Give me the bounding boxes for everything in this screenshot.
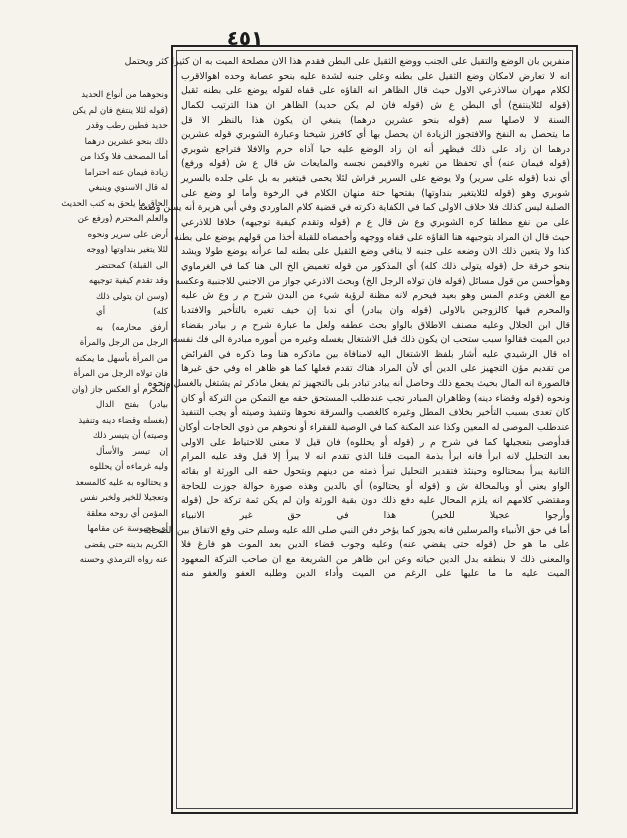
matn-line: زيادة فيمان عنه احتراما [84,167,168,178]
commentary-line: أما في حق الأنبياء والمرسلين فانه يجوز كما يؤخر دفن النبي صلى الله عليه وسلم حتى وقع الاتفاق بين الصحابة [143,524,570,536]
commentary-line: والمعنى ذلك لا بنطقه بدل الدين حياته وعن ابن ظاهر من الشريعة مع ان صاحب التركة المعهود [181,553,570,565]
matn-line: الرجل من الرجل والمرأة [79,338,168,348]
matn-line: الى القبلة) كمحتضر [96,260,168,271]
commentary-line: (قوله فيمان عنه) أي تحفظا من تغيره والافيمن نجسه والمايعات ش قال ع ش (قوله ورفع) [181,158,570,170]
commentary-line: من تقديم مؤن التجهيز على الدين أي لأن المراد هناك تقدم فعلها كما هو ظاهر اه وفي حق غيرها [181,363,570,375]
matn-line: لئلا يتغير بنداوتها (ووجه [86,245,168,255]
matn-line: حديد فطين رطب وقدر [86,121,168,131]
commentary-line: ما يتحصل به النفخ والافتجوز الزيادة ان يحصل بها أي كافرز شيخنا وعبارة الشوبري قوله عشرين [181,129,570,141]
matn-line: بيادر) بفتح الدال [96,400,168,410]
matn-line: و يحتالوه به عليه كالمسعد [75,477,168,488]
matn-line: وتعجيلا للخير ولخبر نفس [80,493,168,503]
matn-line: كله) أي [96,307,168,317]
matn-line: الحاق ما يلحق به كتب الحديث [61,198,168,209]
commentary-line: والمحرم فيها كالزوجين بالاولى (قوله وان يبادر) أي ندبا إن خيف تغيره بالتأخير والافتدبا [181,304,570,316]
commentary-line: كان تعدى بسبب التأخير بخلاف المطل وغيره كالغصب والسرقة نحوها وتنفيذ وصيته أو يجب التنفيذ [181,407,570,419]
commentary-line: حيث قال ان المراد بتوجيهه هنا القاؤه على قفاه ووجهه وأخمصاه للقبلة أخذا من قولهم يوضع على بطنه [174,231,570,243]
commentary-line: على ما هو حل (قوله حتى يقضي عنه) وعليه وجوب قضاء الدين بعد الموت هو فارغ فلا [181,539,570,551]
matn-line: إن تيسر والأسأل [96,446,168,457]
matn-line: وقد تقدم كيفية توجيهه [88,276,168,286]
commentary-line: قال ابن الجلال وعليه مصنف الاطلاق بالواو بحث عطفه ولعل ما عبارة شرح م ر بيادر بقضاء [181,319,570,331]
matn-line: أرض على سرير ونحوه [87,229,168,240]
commentary-line: الواو يعني أو وبالمحالة ش و (قوله أو يحتالوه) أي بالدين وهذه صورة حوالة جوزت للحاجة [181,480,570,492]
commentary-line: اه قال الرشيدي عليه أشار بلفظ الاشتغال اليه لامنافاة بين ماذكره هنا وما ذكره في الفرائض [181,348,570,360]
commentary-line: فالصورة انه المال بحيث يجمع ذلك وحاصل أنه يبادر تبادر بلى بالتجهيز ثم يفعل ماذكر ثم يشتغل بالغسل ونحوه [147,378,570,390]
matn-line: وليه غرماءه أن يحللوه [89,462,168,472]
matn-line: والعلم المحترم (ورفع عن [77,214,168,224]
matn-line: (بغسله وقضاء دينه وتنفيذ [78,415,168,426]
matn-line: أرفق محارمه) به [96,322,168,333]
page-number: ٤٥١ [226,26,264,50]
matn-line: ذلك بنحو عشرين درهما [84,136,168,147]
matn-line: المحرم أو العكس جاز (وان [71,384,168,395]
matn-line: الكريم بدينه حتى يقضى [84,539,168,550]
commentary-line: السنة لا لاصلها سم (قوله بنحو عشرين درهما) ينبغي ان يكون هذا بالنظر الا قل [181,114,570,126]
commentary-line: كذا ولا يتعين ذلك الان وضعه على جنبه لا ينافي وضع الثقيل على بطنه لما عرأنه يوضع طولا ويشد [181,246,570,258]
commentary-line: (قوله لئلاينتفخ) أي البطن ع ش (قوله فان لم يكن حديد) الظاهر ان هذا الترتيب لكمال [181,99,570,111]
matn-line: عنه رواه الترمذي وحسنه [79,555,168,565]
commentary-line: منفرين بان الوضع والتقيل على الجنب ووضع الثقيل على البطن فقدم هذا الان مصلحة الميت به ان كثيرا كثر ويحتمل [124,56,570,67]
commentary-line: بنحو خرقة حل (قوله يتولى ذلك كله) أي المذكور من قوله تغميض الخ الى هنا كما في الغرماوي [181,260,570,272]
matn-line: أما المصحف فلا وكذا من [80,152,168,162]
matn-line: أي محبوسة عن مقامها [87,524,168,534]
commentary-line: دين الميت فقالوا سبب ستحب ان يكون ذلك قبل الاشتغال بغسله وغيره من أموره مبادرة الى فك نفسه [172,334,570,346]
commentary-line: انه لا تعارض لامكان وضع الثقيل على بطنه وعلى جنبه لشدة عليه بنحو عصابة وحده اهوالاقرب [181,70,570,82]
commentary-line: شوبري وهو (قوله لئلايتغير بنداوتها) بفتحها حتة منهان الكلام في الرخوة وأما لو وضع على [181,187,570,199]
matn-line: (وسن ان يتولى ذلك [96,291,168,302]
commentary-line: مع الغض وعدم المس وهو بعيد فيحرم لانه مظنة لرؤية شيء من البدن شرح م ر وع ش عليه [181,290,570,302]
commentary-line: وهوأحسن من قول مسائل (قوله فان تولاه الرجل الخ) وبحث الاذرعي جواز من الاجنبي للاجنبية وعكسه [175,275,570,287]
matn-line: وصيته) أن يتيسر ذلك [92,431,168,441]
commentary-line: ونحوه (قوله وقضاء دينه) وظاهران المبادر تجب عندطلب المستحق حقه مع التمكن من التركة أو كان [181,392,570,404]
matn-line: من المرأة بأسهل ما يمكنه [75,353,168,364]
matn-line: المؤمن أي روحه معلقة [86,508,168,519]
commentary-line: قدأوصى بتعجيلها كما في شرح م ر (قوله أو يحللوه) فان قيل لا معنى للاحتياط على الاولى [181,436,570,448]
matn-line: ونحوهما من أنواع الحديد [81,90,168,100]
commentary-line: وأرجوا عجيلا للخير) هذا في حق غير الانبياء [181,509,570,521]
matn-line: له قال الاسنوي وينبغي [88,183,168,193]
matn-line: فان تولاه الرجل من المرأة [73,369,168,379]
commentary-line: الصلبة ليس كذلك فلا خلاف الاولى كما في الكفاية ذكرته في قضية كلام الماوردي وفي أبي هريرة أنه يسن وضعه [138,202,570,214]
commentary-line: درهما ان زاد على ذلك فيظهر أنه ان زاد الوضع عليه حيا آذاه حرم والافلا فتراجع شوبري [181,143,570,155]
commentary-line: لكلام مهران سالاذرعي الاول حيث قال الظاهر انه القاؤه على قفاه لقوله يوضع على بطنه ثقيل [181,85,570,97]
commentary-line: بعد التحليل لانه ابرأ فانه ابرأ بذمة الميت قلنا الذي تقدم انه لا يبرأ إلا قبل وقد عليه المرام [181,451,570,463]
matn-line: (قوله لئلا ينتفخ فان لم يكن [72,105,168,116]
commentary-line: الثانية يبرأ بمحتالوه وحينئذ فتقدير التحليل تبرأ ذمته من دينهم وبتحول حقه الى الورثة او بقائه [181,465,570,477]
commentary-line: أي ندبا (قوله على سرير) ولا يوضع على السرير فراش لئلا يحمى فيتغير به بل على جلده بالسرير [181,173,570,185]
commentary-line: الميت عليه ما ما عليها على الرغم من الميت وأداء الدين وطلبه العفو والعفو منه [181,568,570,580]
commentary-line: عندطلب الموصى له المعين وكذا عند المكنة كما في الوصية للفقراء أو نحوهم من ذوي الحاجات أوكان [178,422,570,434]
margin-matn-text [61,88,168,823]
commentary-line: على من نفع مطلقا كره الشوبري وع ش قال ع م (قوله وتقدم كيفية توجيهه) خلافا للاذرعي [181,217,570,229]
commentary-line: ومقتضي كلامهم انه يلزم المحال عليه دفع ذلك دون بقية الورثة وان لم يكن ثمة تركة حل (قوله [181,495,570,507]
